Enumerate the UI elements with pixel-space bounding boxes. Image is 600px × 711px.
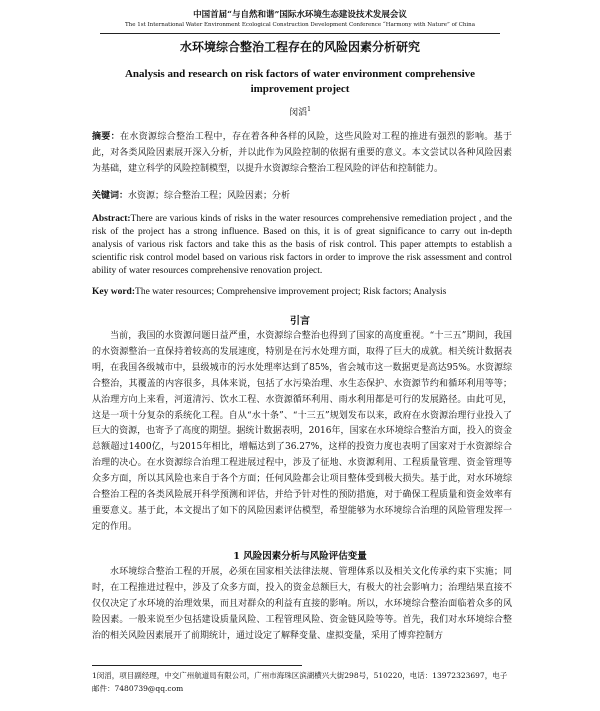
abstract-en xyxy=(92,213,512,278)
keywords-cn-label: 关键词： xyxy=(92,191,129,201)
abstract-cn xyxy=(92,129,512,177)
abstract-cn-label: 摘要： xyxy=(92,132,121,142)
intro-paragraph: 当前，我国的水资源问题日益严重，水资源综合整治也得到了国家的高度重视。“十三五”期间，我国的水资源整治一直保持着较高的发展速度，特别是在污水处理方面，取得了巨大的成就。相关统计数据表明，在我国各级城市中，县级城市的污水处理率达到了85%，省会城市这一数据更是高达95%。水资源综合整治，其覆盖的内容很多，具体来说，包括了水污染治理、水生态保护、水资源节约和循环利用等等；从治理方向上来看，河道清污、饮水工程、水资源循环利用、雨水利用都是可行的发展路径。由此可见，这是一项十分复杂的系统化工程。自从“水十条”、“十三五”规划发布以来，政府在水资源治理行业投入了巨大的资源，也寄予了高度的期望。据统计数据表明，2016年，国家在水环境综合整治方面，投入的资金总额超过1400亿，与2015年相比，增幅达到了36.27%，这样的投资力度也表明了国家对于水资源综合治理的决心。在水资源综合治理工程进展过程中，涉及了征地、水资源利用、工程质量管理、资金管理等众多方面，所以其风险也来自于各个方面；任何风险都会让项目整体受到极大损失。基于此，对水环境综合整治工程的各类风险展开科学预测和评估，并给予针对性的预防措施，对于确保工程质量和资金效率有重要意义。基于此，本文提出了如下的风险因素评估模型，希望能够为水环境综合治理的风险管理发挥一定的作用。 xyxy=(92,331,512,532)
keywords-cn xyxy=(92,188,512,204)
author-footnote: 1闵滔，项目副经理，中交广州航道局有限公司，广州市海珠区滨湖横兴大街298号，510220，电话：13972323697，电子邮件：7480739@qq.com xyxy=(92,671,508,693)
header-divider xyxy=(100,33,500,34)
author-footnote-mark: 1 xyxy=(307,106,311,113)
footnote-divider xyxy=(92,665,302,666)
author-line xyxy=(0,105,600,118)
author-name: 闵滔 xyxy=(289,108,308,118)
paper-title-en: Analysis and research on risk factors of water environment comprehensive improvement project xyxy=(124,68,476,95)
keywords-en-text: The water resources; Comprehensive improvement project; Risk factors; Analysis xyxy=(135,287,447,297)
paper-title-cn: 水环境综合整治工程存在的风险因素分析研究 xyxy=(179,40,420,54)
conference-name-cn: 中国首届“与自然和谐”国际水环境生态建设技术发展会议 xyxy=(193,10,407,20)
conference-name-en: The 1st International Water Environment Ecological Construction Development Conference “Harmony with Nature” of China xyxy=(124,22,476,28)
intro-heading: 引言 xyxy=(290,316,310,327)
abstract-en-label: Abstract: xyxy=(92,214,131,224)
abstract-cn-text: 在水资源综合整治工程中，存在着各种各样的风险，这些风险对工程的推进有强烈的影响。基于此，对各类风险因素展开深入分析，并以此作为风险控制的依据有重要的意义。本文尝试以各种风险因素为基础，建立科学的风险控制模型，以提升水资源综合整治工程风险的评估和控制能力。 xyxy=(92,132,512,174)
keywords-en-label: Key word: xyxy=(92,287,136,297)
section-1-paragraph: 水环境综合整治工程的开展，必须在国家相关法律法规、管理体系以及相关文化传承约束下实施；同时，在工程推进过程中，涉及了众多方面，投入的资金总额巨大，有极大的社会影响力；治理结果直接不仅仅决定了水环境的治理效果，而且对群众的利益有直接的影响。所以，水环境综合整治面临着众多的风险因素。一般来说至少包括建设质量风险、工程管理风险、资金链风险等等。首先，我们对水环境综合整治的相关风险因素展开了前期统计，通过设定了解释变量、虚拟变量，采用了博弈控制方 xyxy=(92,567,512,641)
abstract-en-text: There are various kinds of risks in the water resources comprehensive remediation project , and the risk of the project has a strong influence. Based on this, it is of great significance to carry out in-depth analysis of various risk factors and take this as the basis of risk control. This paper attempts to establish a scientific risk control model based on various risk factors in order to improve the risk assessment and control ability of water resources comprehensive renovation project. xyxy=(92,214,512,276)
keywords-en xyxy=(92,286,532,299)
conference-header xyxy=(0,10,600,29)
section-1-heading: 1 风险因素分析与风险评估变量 xyxy=(233,551,367,562)
keywords-cn-text: 水资源；综合整治工程；风险因素；分析 xyxy=(128,191,291,201)
